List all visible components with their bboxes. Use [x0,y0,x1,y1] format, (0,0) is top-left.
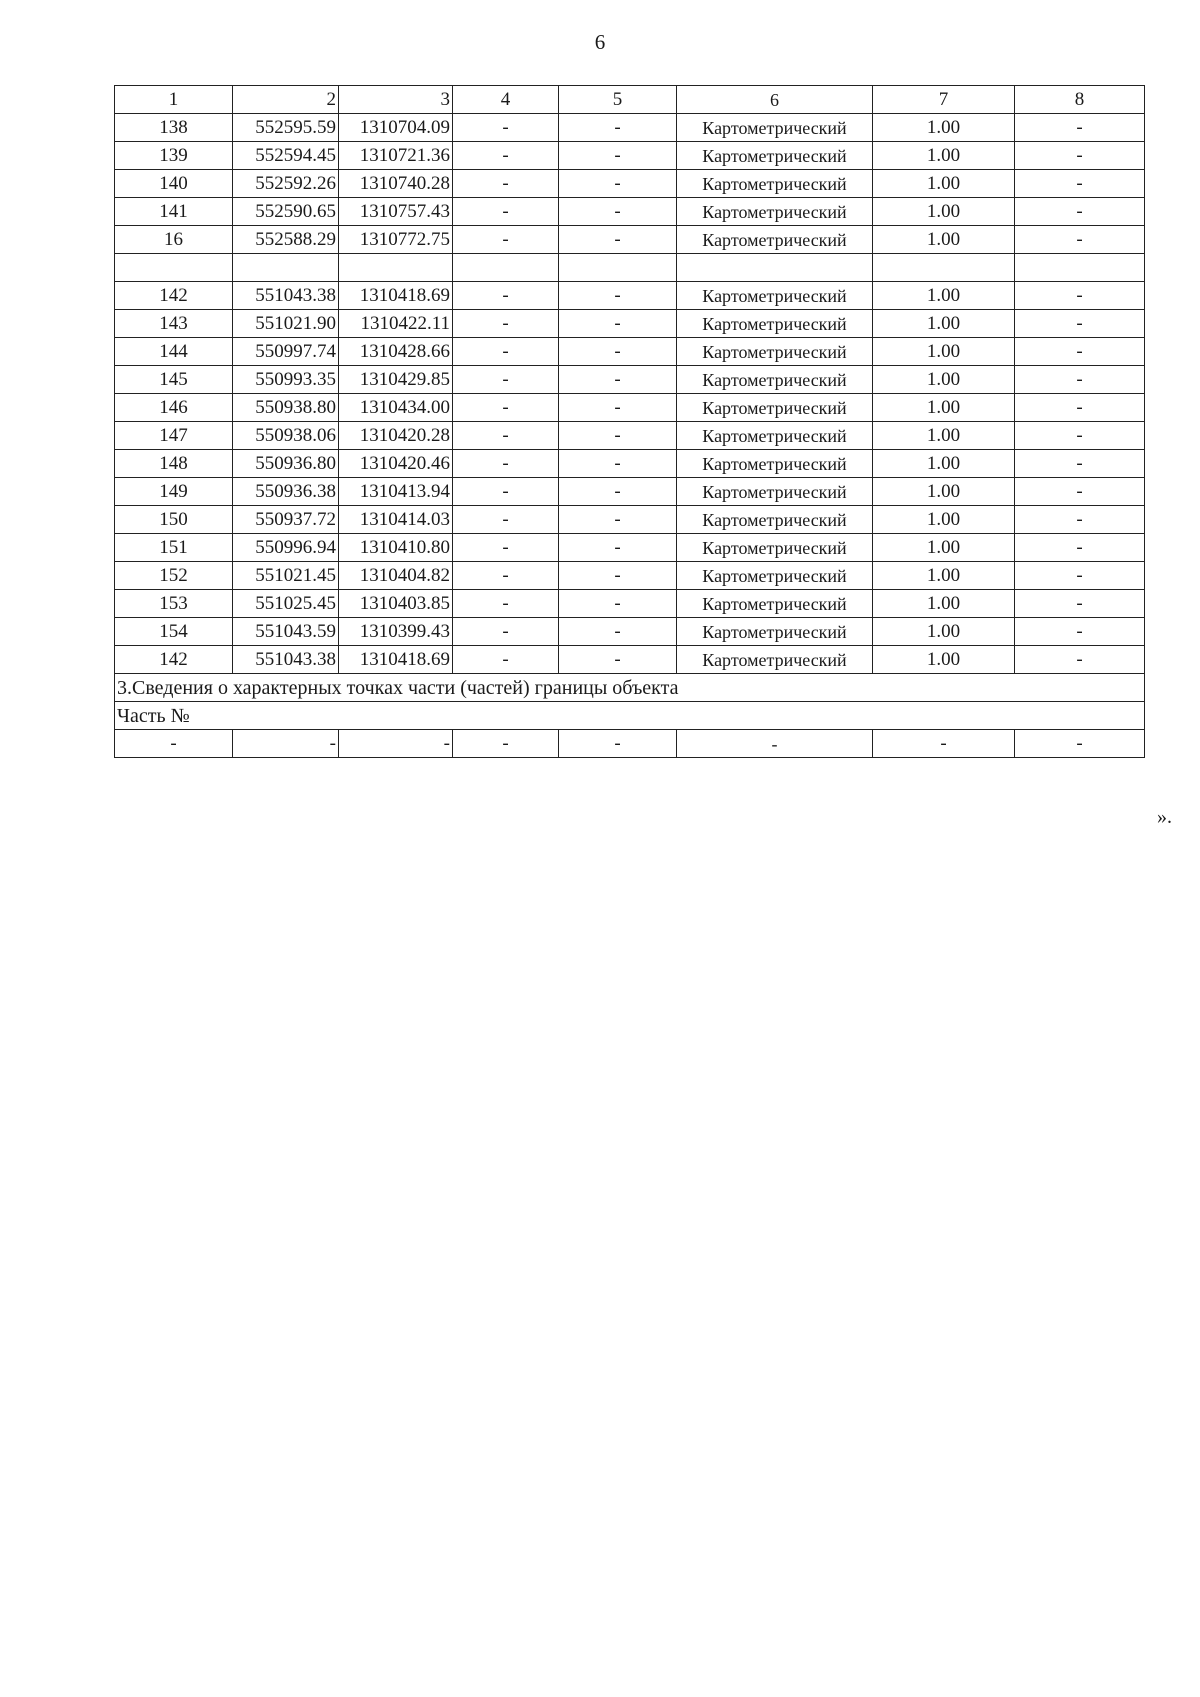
table-cell: 153 [115,590,233,618]
table-cell: Картометрический [677,310,873,338]
table-cell: - [1015,338,1145,366]
table-cell: 550993.35 [233,366,339,394]
table-cell: - [1015,562,1145,590]
table-cell: - [1015,198,1145,226]
table-cell: 551021.90 [233,310,339,338]
table-cell: 1.00 [873,282,1015,310]
table-cell: 145 [115,366,233,394]
table-row [115,142,1145,170]
table-cell: 1310434.00 [339,394,453,422]
table-cell: 2 [233,86,339,114]
table-cell: 552588.29 [233,226,339,254]
table-cell: - [559,422,677,450]
table-cell: 1.00 [873,310,1015,338]
table-cell: - [453,198,559,226]
table-cell: 1.00 [873,618,1015,646]
table-header-row [115,86,1145,114]
table-cell: 1.00 [873,366,1015,394]
table-row [115,618,1145,646]
table-cell: 5 [559,86,677,114]
table-cell: Картометрический [677,282,873,310]
table-cell: 1.00 [873,170,1015,198]
table-cell: - [453,114,559,142]
table-cell: Картометрический [677,478,873,506]
table-cell: 1310704.09 [339,114,453,142]
table-cell: Картометрический [677,170,873,198]
table-cell: - [453,618,559,646]
table-cell: - [339,730,453,758]
table-cell: 143 [115,310,233,338]
table-cell: - [559,562,677,590]
part-label-row [115,702,1145,730]
table-cell: 1 [115,86,233,114]
table-cell: 144 [115,338,233,366]
table-cell-empty [559,254,677,282]
table-cell: 1.00 [873,534,1015,562]
table-cell: 550937.72 [233,506,339,534]
table-cell: 141 [115,198,233,226]
table-cell: - [559,142,677,170]
table-row [115,450,1145,478]
table-cell: 552592.26 [233,170,339,198]
table-row [115,422,1145,450]
table-cell: - [453,478,559,506]
table-cell: 551021.45 [233,562,339,590]
table-cell-empty [233,254,339,282]
table-cell: 148 [115,450,233,478]
table-cell: 1310403.85 [339,590,453,618]
table-cell: - [559,198,677,226]
table-cell: 552590.65 [233,198,339,226]
table-row [115,506,1145,534]
table-cell: 6 [677,86,873,114]
table-row [115,590,1145,618]
table-cell: 1.00 [873,450,1015,478]
table-cell: - [1015,590,1145,618]
table-cell: 151 [115,534,233,562]
table-cell: 1.00 [873,562,1015,590]
table-cell: 551043.38 [233,646,339,674]
table-cell: Картометрический [677,450,873,478]
table-cell: - [559,338,677,366]
table-cell: - [559,590,677,618]
table-cell: 1310429.85 [339,366,453,394]
table-cell: 138 [115,114,233,142]
table-cell: 146 [115,394,233,422]
table-cell: 1310404.82 [339,562,453,590]
table-cell: - [1015,618,1145,646]
table-cell: - [873,730,1015,758]
table-cell: - [1015,730,1145,758]
table-cell: 16 [115,226,233,254]
table-cell: - [1015,226,1145,254]
table-cell: 7 [873,86,1015,114]
table-cell: - [453,282,559,310]
table-cell: - [559,170,677,198]
table-cell: - [1015,142,1145,170]
table-cell: Картометрический [677,338,873,366]
table-cell: 1310399.43 [339,618,453,646]
table-row [115,282,1145,310]
table-cell: Картометрический [677,646,873,674]
table-cell: - [559,282,677,310]
table-cell-empty [453,254,559,282]
table-cell: - [1015,170,1145,198]
table-cell: 1310410.80 [339,534,453,562]
table-cell: - [1015,394,1145,422]
table-cell: 550996.94 [233,534,339,562]
table-cell: Картометрический [677,618,873,646]
table-cell: - [677,730,873,758]
table-cell: Картометрический [677,422,873,450]
table-row [115,478,1145,506]
table-cell: 551025.45 [233,590,339,618]
table-cell: - [453,394,559,422]
table-cell: 1310740.28 [339,170,453,198]
table-cell-empty [677,254,873,282]
table-cell: 1.00 [873,590,1015,618]
table-row [115,338,1145,366]
table-cell: 147 [115,422,233,450]
table-cell: 550936.80 [233,450,339,478]
final-dash-row [115,730,1145,758]
table-cell: - [559,646,677,674]
table-cell: 1310422.11 [339,310,453,338]
table-cell: 551043.59 [233,618,339,646]
table-cell: 1.00 [873,646,1015,674]
table-cell: 1310420.46 [339,450,453,478]
table-cell: 3 [339,86,453,114]
table-cell: - [559,534,677,562]
table-cell: Картометрический [677,114,873,142]
table-cell: Картометрический [677,366,873,394]
table-cell: 1310420.28 [339,422,453,450]
table-cell: 1.00 [873,114,1015,142]
table-cell: 139 [115,142,233,170]
table-cell: - [453,142,559,170]
table-cell: - [559,366,677,394]
table-cell: 1310428.66 [339,338,453,366]
section-title-row-text: 3.Сведения о характерных точках части (частей) границы объекта [115,674,1145,702]
table-cell: 150 [115,506,233,534]
table-cell: - [559,226,677,254]
table-cell: - [453,338,559,366]
table-row [115,534,1145,562]
table-cell: 154 [115,618,233,646]
table-cell: - [453,730,559,758]
table-cell: - [559,394,677,422]
table-cell: 149 [115,478,233,506]
table-cell: - [1015,646,1145,674]
table-cell: 551043.38 [233,282,339,310]
table-cell: 1310413.94 [339,478,453,506]
table-cell: 1.00 [873,478,1015,506]
table-cell: - [453,366,559,394]
table-cell: - [1015,282,1145,310]
table-cell: - [559,114,677,142]
section-title-row [115,674,1145,702]
table-cell: 152 [115,562,233,590]
table-cell: 1310721.36 [339,142,453,170]
table-row [115,394,1145,422]
table-cell-empty [873,254,1015,282]
table-cell: - [1015,366,1145,394]
table-cell: 1.00 [873,226,1015,254]
table-cell: Картометрический [677,198,873,226]
table-cell: 550997.74 [233,338,339,366]
table-cell: 142 [115,646,233,674]
table-cell: Картометрический [677,394,873,422]
table-cell: 550938.06 [233,422,339,450]
table-cell: 1310414.03 [339,506,453,534]
table-cell: 552594.45 [233,142,339,170]
table-cell: - [115,730,233,758]
table-cell: - [1015,534,1145,562]
table-cell: 1310418.69 [339,646,453,674]
table-cell: Картометрический [677,534,873,562]
table-cell: 550936.38 [233,478,339,506]
table-body [115,86,1145,758]
table-cell: - [559,450,677,478]
table-row [115,646,1145,674]
table-row [115,366,1145,394]
table-row [115,310,1145,338]
table-cell: - [559,506,677,534]
table-cell: 1.00 [873,142,1015,170]
table-cell-empty [339,254,453,282]
table-cell: Картометрический [677,562,873,590]
table-cell: - [1015,114,1145,142]
table-cell: - [453,310,559,338]
blank-separator-row [115,254,1145,282]
table-cell: - [1015,310,1145,338]
table-cell: - [453,534,559,562]
table-cell: - [453,590,559,618]
table-cell: 8 [1015,86,1145,114]
table-cell-empty [115,254,233,282]
table-cell: - [559,730,677,758]
table-cell: - [1015,450,1145,478]
table-cell: - [453,506,559,534]
page-number: 6 [594,30,606,54]
table-cell: - [1015,506,1145,534]
table-cell: - [453,226,559,254]
table-row [115,562,1145,590]
table-cell: Картометрический [677,226,873,254]
table-row [115,170,1145,198]
table-cell: - [233,730,339,758]
table-cell: - [453,450,559,478]
part-label-row-text: Часть № [115,702,1145,730]
table-cell: - [453,646,559,674]
table-cell: - [559,478,677,506]
table-cell: 1.00 [873,422,1015,450]
table-cell: - [453,562,559,590]
table-cell: - [1015,478,1145,506]
table-cell: - [453,422,559,450]
table-cell: 552595.59 [233,114,339,142]
table-cell: 142 [115,282,233,310]
table-row [115,226,1145,254]
table-cell: 1310418.69 [339,282,453,310]
closing-quote-mark: ». [1157,806,1172,828]
table-cell: 550938.80 [233,394,339,422]
table-cell: Картометрический [677,506,873,534]
table-cell-empty [1015,254,1145,282]
table-cell: - [453,170,559,198]
table-cell: 1.00 [873,338,1015,366]
table-cell: 4 [453,86,559,114]
table-cell: 1.00 [873,506,1015,534]
table-cell: Картометрический [677,590,873,618]
table-cell: Картометрический [677,142,873,170]
table-cell: 1310772.75 [339,226,453,254]
table-row [115,114,1145,142]
table-cell: 1.00 [873,394,1015,422]
table-cell: - [1015,422,1145,450]
table-cell: 1310757.43 [339,198,453,226]
table-cell: 140 [115,170,233,198]
table-cell: 1.00 [873,198,1015,226]
coordinates-table [114,85,1145,758]
table-cell: - [559,310,677,338]
table-row [115,198,1145,226]
table-cell: - [559,618,677,646]
